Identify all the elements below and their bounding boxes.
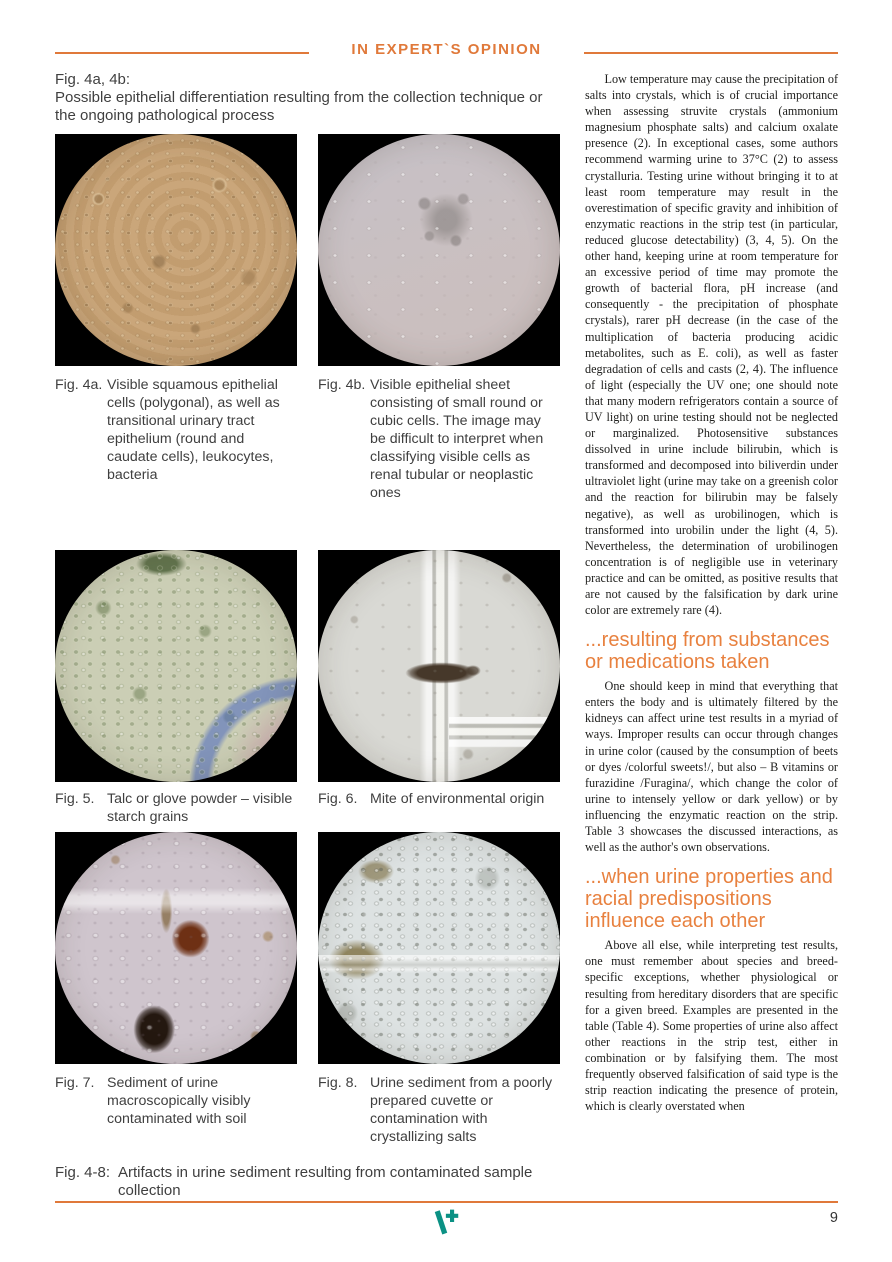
figure-row-2 [55,502,565,826]
fig-8-microscopy-field [318,832,560,1064]
fig-7-caption [55,1074,297,1146]
fig-6-microscopy-field [318,550,560,782]
fig-4b-image [318,134,560,366]
section-header [55,34,838,58]
article-text-column [585,71,838,1200]
fig-4a-image [55,134,297,366]
header-rule-right [584,52,838,54]
fig-4b-microscopy-field [318,134,560,366]
fig-4b-caption-text: Visible epithelial sheet consisting of small round or cubic cells. The image may be difficult to interpret when classifying visible cells as renal tubular or neoplastic ones [370,377,544,501]
page-footer [55,1201,838,1236]
article-paragraph-3: Above all else, while interpreting test results, one must remember about species and breed-specific exceptions, whether physiological or resulting from hereditary disorders that are specific for a given breed. Examples are presented in the table (Table 4). Some properties of urine also affect other reactions in the strip test, either in combination or by falsifying them. The most frequently observed falsification of said type is the strip reaction indicating the presence of protein, which is clearly overstated when [585,938,838,1114]
article-heading-substances: ...resulting from substances or medications taken [585,629,830,674]
fig-8-caption-text: Urine sediment from a poorly prepared cuvette or contamination with crystallizing salts [370,1075,553,1145]
fig-4a-caption [55,376,297,502]
fig-7-label: Fig. 7. [55,1075,95,1091]
figures-column [55,71,565,1200]
fig-4a-caption-text: Visible squamous epithelial cells (polygonal), as well as transitional urinary tract epithelium (round and caudate cells), leukocytes, bacteria [107,377,280,483]
fig-5-label: Fig. 5. [55,791,95,807]
fig-4-8-summary-caption [55,1164,565,1200]
fig-6-caption-text: Mite of environmental origin [370,791,545,807]
fig-5-caption-text: Talc or glove powder – visible starch grains [107,791,293,825]
vetpharma-logo-icon [432,1208,462,1236]
fig-7-microscopy-field [55,832,297,1064]
fig-7-image [55,832,297,1064]
fig-8-caption [318,1074,560,1146]
fig-6-label: Fig. 6. [318,791,358,807]
fig-4-8-caption-text: Artifacts in urine sediment resulting from contaminated sample collection [118,1164,533,1199]
fig-5-image [55,550,297,782]
fig-8-image [318,832,560,1064]
fig-5-caption [55,790,297,826]
fig-4b-caption [318,376,560,502]
figure-intro-label: Fig. 4a, 4b: [55,71,131,88]
figure-intro-text: Possible epithelial differentiation resulting from the collection technique or the ongoing pathological process [55,89,543,124]
fig-5-microscopy-field [55,550,297,782]
fig-6-image [318,550,560,782]
page-columns [55,71,838,1200]
fig-8-label: Fig. 8. [318,1075,358,1091]
header-rule-left [55,52,309,54]
figure-row-3 [55,826,565,1146]
fig-6-caption [318,790,560,826]
section-title: IN EXPERT`S OPINION [351,41,542,58]
fig-7-caption-text: Sediment of urine macroscopically visibly contaminated with soil [107,1075,251,1127]
fig-4a-label: Fig. 4a. [55,377,103,393]
fig-4b-label: Fig. 4b. [318,377,366,393]
fig-4a-microscopy-field [55,134,297,366]
fig-4-8-label: Fig. 4-8: [55,1164,111,1181]
article-paragraph-1: Low temperature may cause the precipitation of salts into crystals, which is of crucial importance when assessing struvite crystals (ammonium magnesium phosphate salts) and calcium oxalate presence (2). In exceptional cases, some authors recommend warming urine to 37°C (2) to assess crystalluria. Testing urine without bringing it to at least room temperature may result in the overestimation of specific gravity and inhibition of enzymatic reactions in the strip test (in particular, reduced glucose detectability) (3, 4, 5). On the other hand, keeping urine at room temperature for an excessive period of time may promote the growth of bacterial flora, pH increase (and consequently - the precipitation of phosphate crystals), rarer pH decrease (in the case of the multiplication of bacteria producing acidic metabolites, such as E. coli), as well as faster degradation of cells and casts (2, 4). The influence of light (especially the UV one; one should note that many modern refrigerators contain a source of UV light) on urine testing should not be neglected or marginalized. Photosensitive substances dissolved in urine include bilirubin, which is transformed and decomposed into biliverdin under ultraviolet light (urine may take on a greenish color and the reaction for bilirubin may be falsely negative), as well as urobilinogen, which is transformed into urobilin under the light (4, 5). Nevertheless, the determination of urobilinogen concentration is of negligible use in veterinary practice and can be omitted, as positive results that are not caused by the falsification by dark urine color are extremely rare (4). [585,72,839,618]
article-paragraph-2: One should keep in mind that everything that enters the body and is ultimately filtered by the kidneys can affect urine test results in a myriad of ways. Improper results can occur through changes in urine color (caused by the consumption of beets or dyes /colorful sweets!/, but also – B vitamins or furazidine /Furagina/, which change the color of urine to intensely yellow or dark yellow) or by influencing the enzymatic reaction on the strip. Table 3 showcases the discussed interactions, as well as the author's own observations. [585,679,838,855]
figure-row-1 [55,134,565,502]
article-heading-predispositions: ...when urine properties and racial predispositions influence each other [585,866,833,933]
figure-intro-caption [55,71,565,125]
page-number: 9 [829,1210,838,1226]
